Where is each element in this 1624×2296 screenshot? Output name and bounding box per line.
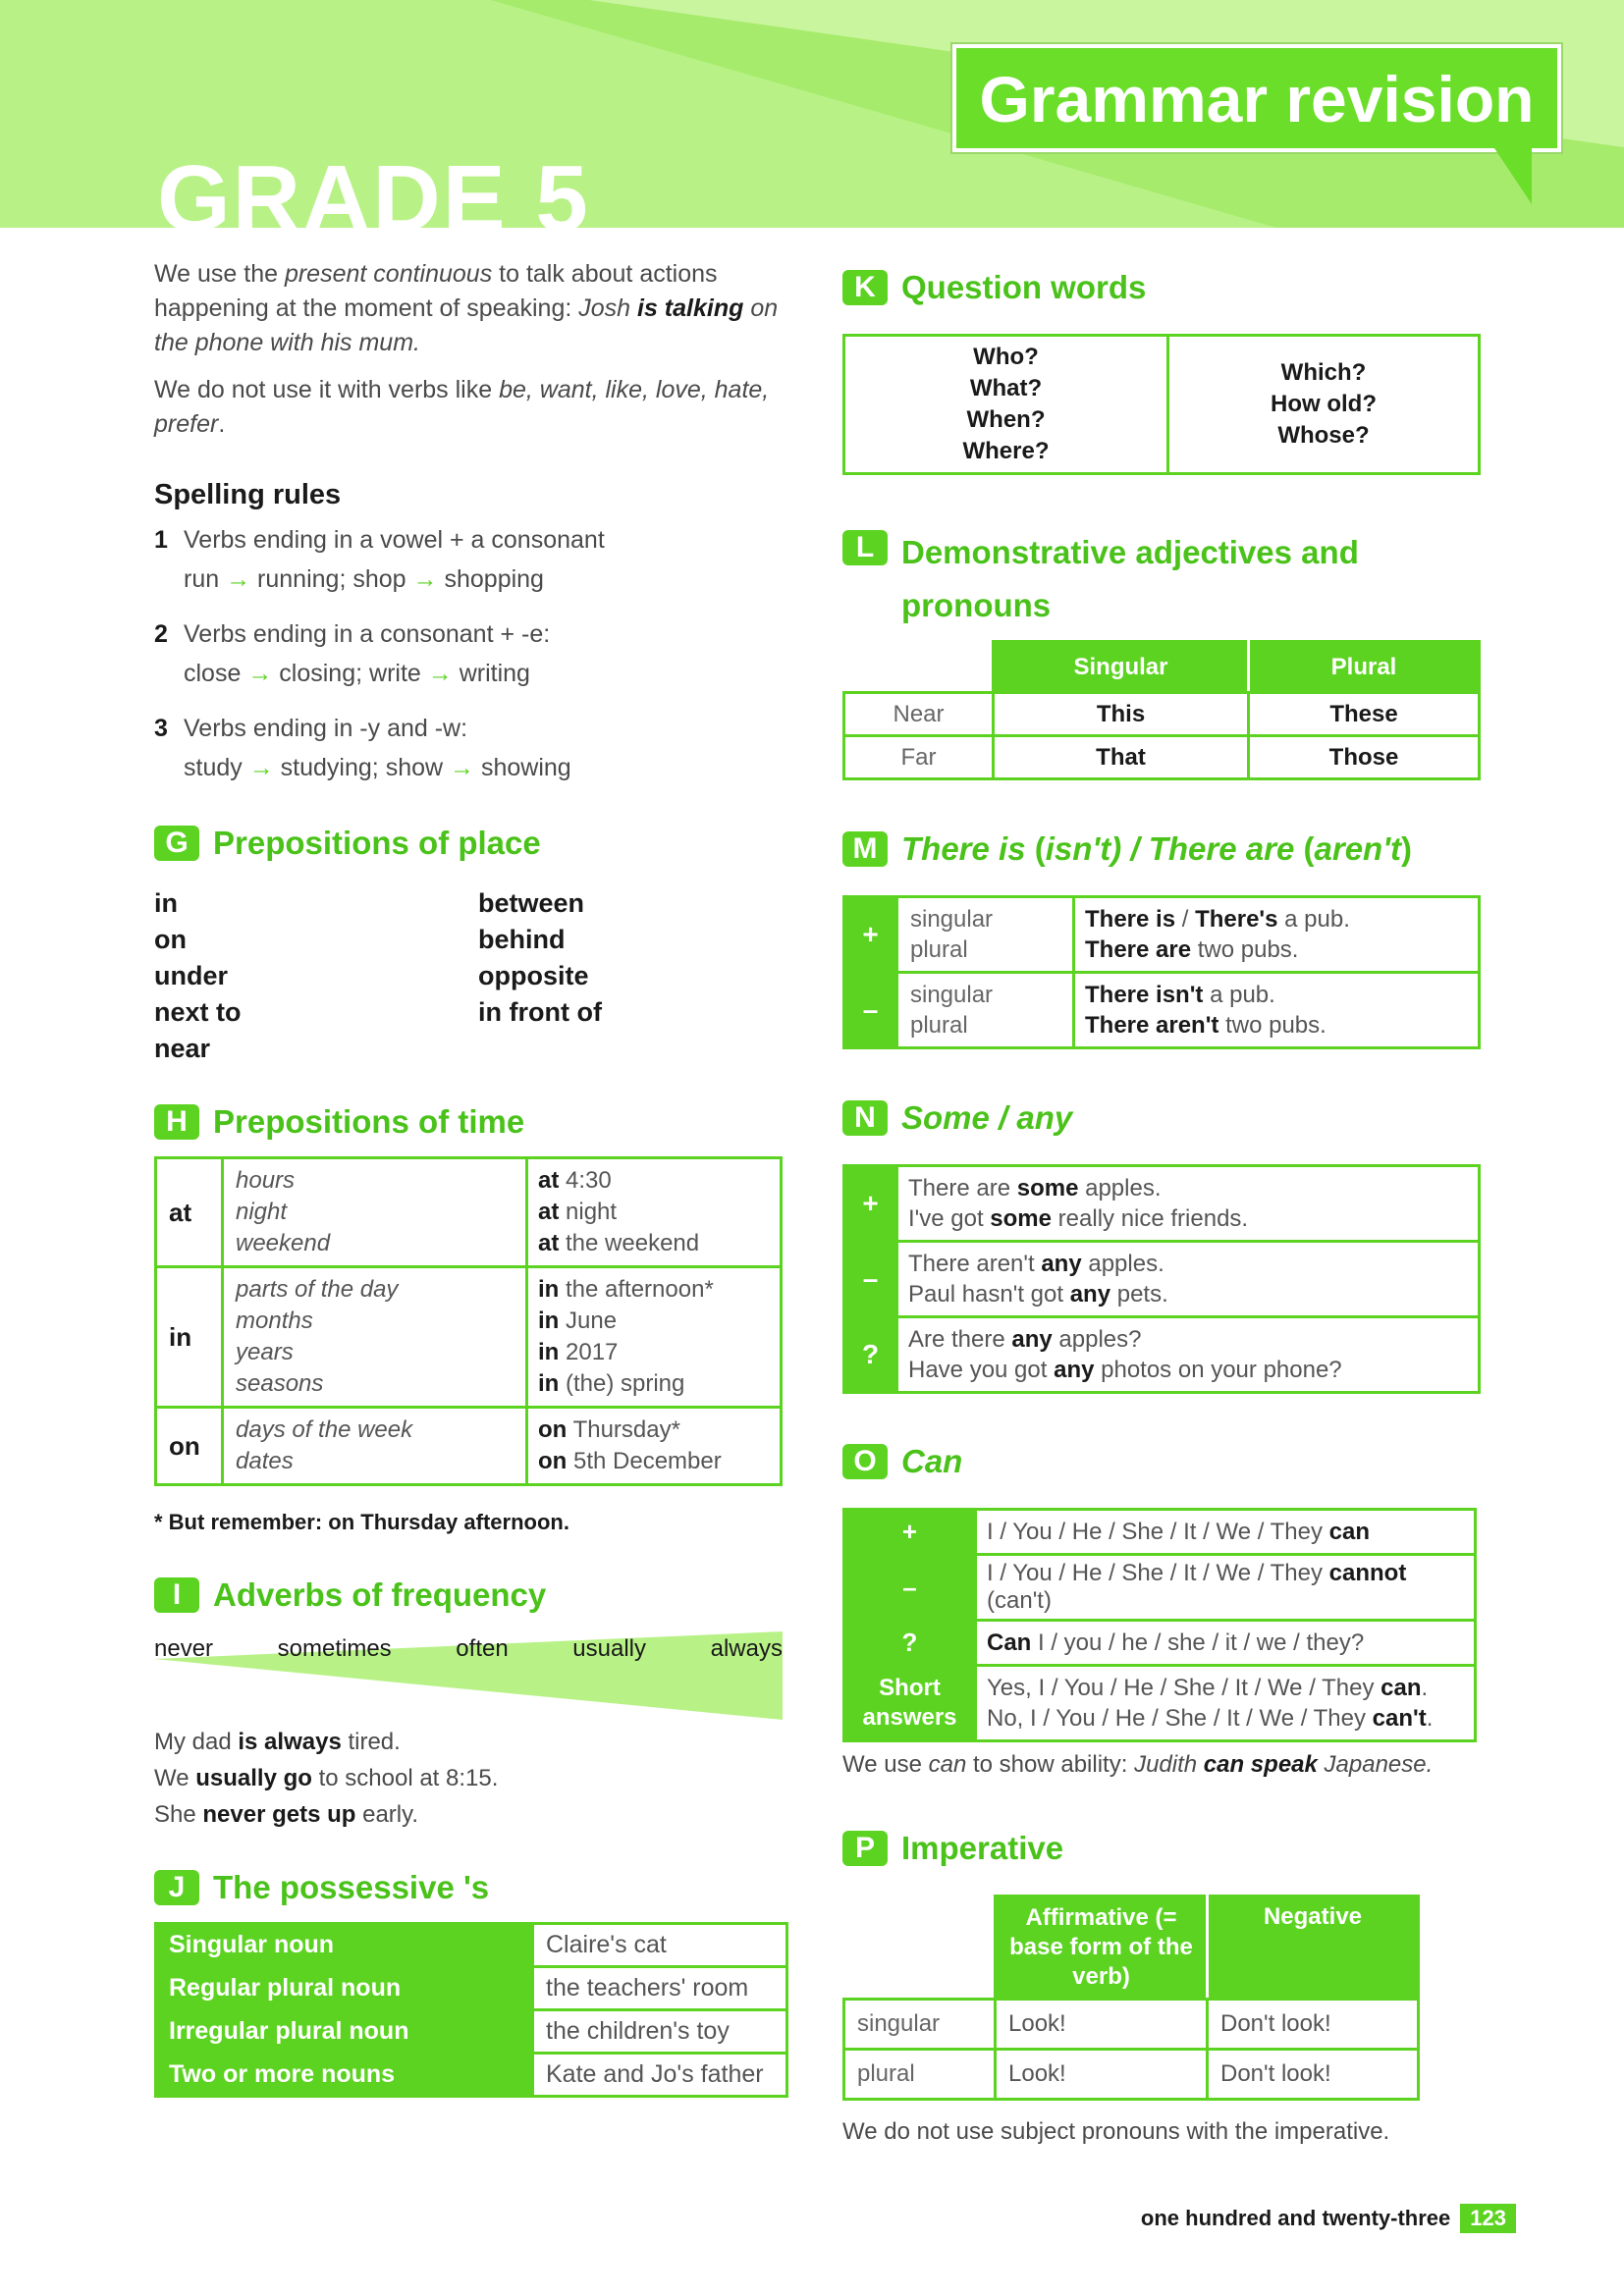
table-row: at hours night weekend at 4:30 at night at the weekend (156, 1158, 782, 1267)
section-i-heading (154, 1576, 546, 1614)
table-header-row: Affirmative (= base form of the verb) Negative (844, 1896, 1419, 2000)
section-letter: I (154, 1577, 199, 1613)
grade-title: GRADE 5 (157, 146, 590, 251)
section-title: Prepositions of place (213, 825, 541, 861)
table-row: + singular plural There is / There's a pub. There are two pubs. (844, 897, 1480, 973)
section-letter: G (154, 826, 199, 861)
table-row: + I / You / He / She / It / We / They can (844, 1510, 1476, 1555)
table-row: Two or more nouns Kate and Jo's father (156, 2054, 787, 2097)
table-row: + There are some apples. I've got some really nice friends. (844, 1166, 1480, 1242)
section-title: Some / any (901, 1099, 1073, 1136)
can-table (842, 1508, 1477, 1742)
table-row: Irregular plural noun the children's toy (156, 2010, 787, 2054)
table-row: Short answers Yes, I / You / He / She / It / We / They can. No, I / You / He / She / It / We / They can't. (844, 1666, 1476, 1741)
section-letter: H (154, 1104, 199, 1140)
table-row: singular Look! Don't look! (844, 2000, 1419, 2050)
demonstratives-table (842, 640, 1481, 780)
section-letter: O (842, 1444, 888, 1479)
table-row: on days of the week dates on Thursday* on 5th December (156, 1408, 782, 1485)
section-letter: M (842, 831, 888, 867)
section-letter: P (842, 1831, 888, 1866)
spelling-rules-title: Spelling rules (154, 479, 342, 510)
section-title: Demonstrative adjectives and pronouns (901, 534, 1359, 623)
table-header-row: Singular Plural (844, 642, 1480, 693)
section-title: Prepositions of time (213, 1103, 525, 1140)
table-row: ? Can I / you / he / she / it / we / they? (844, 1621, 1476, 1666)
banner-bubble (952, 44, 1561, 152)
section-title: Can (901, 1443, 963, 1479)
table-row: Regular plural noun the teachers' room (156, 1967, 787, 2010)
question-words-table (842, 334, 1481, 475)
spelling-rule: 2 Verbs ending in a consonant + -e: close → closing; write → writing (154, 620, 551, 687)
spelling-rules-list (154, 520, 783, 787)
table-row: ? Are there any apples? Have you got any photos on your phone? (844, 1317, 1480, 1393)
prepositions-of-place-list: in between on behind under opposite next to in front of near (154, 888, 602, 1063)
section-letter: N (842, 1100, 888, 1136)
section-title: Question words (901, 269, 1147, 305)
table-row: in parts of the day months years seasons in the afternoon* in June in 2017 in (the) spring (156, 1267, 782, 1408)
frequency-examples: My dad is always tired. We usually go to school at 8:15. She never gets up early. (154, 1729, 499, 1828)
imperative-note: We do not use subject pronouns with the imperative. (842, 2118, 1390, 2145)
page-footer (1141, 2204, 1516, 2233)
section-letter: L (842, 530, 888, 565)
section-letter: K (842, 270, 888, 305)
section-j-heading (154, 1869, 489, 1906)
there-is-table (842, 895, 1481, 1049)
section-title: The possessive 's (213, 1869, 490, 1905)
table-row: plural Look! Don't look! (844, 2050, 1419, 2100)
table-row: Who? What? When? Where? Which? How old? Whose? (844, 336, 1480, 474)
table-row: – singular plural There isn't a pub. There aren't two pubs. (844, 973, 1480, 1048)
section-k-heading (842, 269, 1146, 306)
imperative-table (842, 1895, 1420, 2101)
some-any-table (842, 1164, 1481, 1394)
prepositions-of-time-table (154, 1156, 783, 1486)
section-title: Imperative (901, 1830, 1064, 1866)
spelling-rule: 1 Verbs ending in a vowel + a consonant run → running; shop → shopping (154, 526, 605, 593)
page-number: 123 (1460, 2204, 1516, 2233)
can-note: We use can to show ability: Judith can speak Japanese. (842, 1751, 1434, 1778)
section-letter: J (154, 1870, 199, 1905)
section-n-heading (842, 1099, 1072, 1137)
stative-verbs-paragraph: We do not use it with verbs like be, want, like, love, hate, prefer. (154, 376, 770, 438)
section-p-heading (842, 1830, 1063, 1867)
table-row: Near This These (844, 693, 1480, 736)
table-row: – I / You / He / She / It / We / They cannot (can't) (844, 1555, 1476, 1621)
section-g-heading (154, 825, 541, 862)
possessive-table (154, 1922, 788, 2098)
time-note: * But remember: on Thursday afternoon. (154, 1510, 569, 1534)
spelling-rule: 3 Verbs ending in -y and -w: study → studying; show → showing (154, 715, 571, 781)
section-h-heading (154, 1103, 524, 1141)
section-o-heading (842, 1443, 962, 1480)
frequency-scale: never sometimes often usually always (154, 1635, 783, 1662)
section-l-heading (842, 526, 1359, 632)
banner-title: Grammar revision (979, 63, 1535, 135)
section-title: Adverbs of frequency (213, 1576, 547, 1613)
banner-tail (1492, 145, 1532, 204)
present-continuous-paragraph: We use the present continuous to talk about actions happening at the moment of speaking: Josh is talking on the phone with his mum. (154, 260, 779, 356)
section-title: There is (isn't) / There are (aren't) (901, 830, 1413, 867)
page-number-words: one hundred and twenty-three (1140, 2206, 1451, 2230)
table-row: – There aren't any apples. Paul hasn't got any pets. (844, 1242, 1480, 1317)
table-row: Singular noun Claire's cat (156, 1924, 787, 1967)
section-m-heading (842, 830, 1412, 868)
table-row: Far That Those (844, 736, 1480, 779)
